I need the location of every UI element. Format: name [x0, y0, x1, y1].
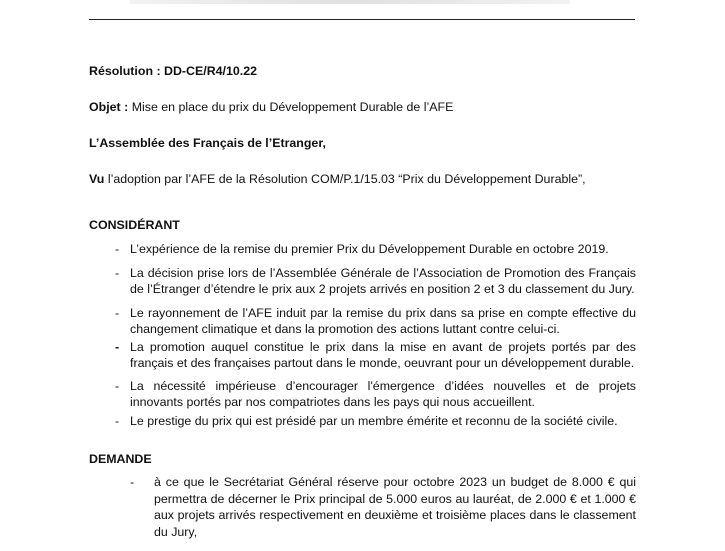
objet-label: Objet : — [89, 100, 129, 114]
objet-line — [89, 99, 453, 115]
resolution-reference: Résolution : DD-CE/R4/10.22 — [89, 64, 257, 78]
bullet-dash: - — [130, 475, 135, 489]
vu-label: Vu — [89, 172, 105, 186]
considerant-item: La nécessité impérieuse d’encourager l'émergence d’idées nouvelles et de projets innovants portés par nos compatriotes dans les pays qui nous accueillent. — [130, 379, 636, 409]
bullet-dash: - — [115, 242, 120, 256]
bullet-dash: - — [115, 414, 120, 428]
vu-line — [89, 171, 586, 187]
objet-text: Mise en place du prix du Développement Durable de l’AFE — [128, 100, 454, 114]
considerant-item: La décision prise lors de l’Assemblée Générale de l’Association de Promotion des Français de l’Étranger d’étendre le prix aux 2 projets arrivés en position 2 et 3 du classement du Jury. — [130, 266, 636, 296]
considerant-item: La promotion auquel constitue le prix dans la mise en avant de projets portés par des français et des françaises partout dans le monde, oeuvrant pour un développement durable. — [130, 340, 636, 370]
assembly-heading: L’Assemblée des Français de l’Etranger, — [89, 136, 326, 150]
demande-item: à ce que le Secrétariat Général réserve pour octobre 2023 un budget de 8.000 € qui permettra de décerner le Prix principal de 5.000 euros au lauréat, de 2.000 € et 1.000 € aux projets arrivés respectivement en deuxième et troisième places dans le classement du Jury, — [154, 475, 636, 539]
header-divider — [89, 19, 635, 20]
considerant-item: Le prestige du prix qui est présidé par un membre émérite et reconnu de la société civile. — [130, 414, 618, 428]
bullet-dash: - — [115, 266, 120, 280]
bullet-dash: - — [115, 306, 120, 320]
cropped-header-text — [130, 0, 570, 4]
bullet-dash: - — [115, 379, 120, 393]
considerant-title: CONSIDÉRANT — [89, 218, 180, 232]
demande-title: DEMANDE — [89, 452, 152, 466]
vu-text: l’adoption par l’AFE de la Résolution COM/P.1/15.03 “Prix du Développement Durable”, — [104, 172, 586, 186]
bullet-dash: - — [115, 340, 120, 354]
considerant-item: Le rayonnement de l’AFE induit par la remise du prix dans sa prise en compte effective du changement climatique et dans la promotion des actions luttant contre celui-ci. — [130, 306, 636, 336]
considerant-item: L’expérience de la remise du premier Prix du Développement Durable en octobre 2019. — [130, 242, 609, 256]
